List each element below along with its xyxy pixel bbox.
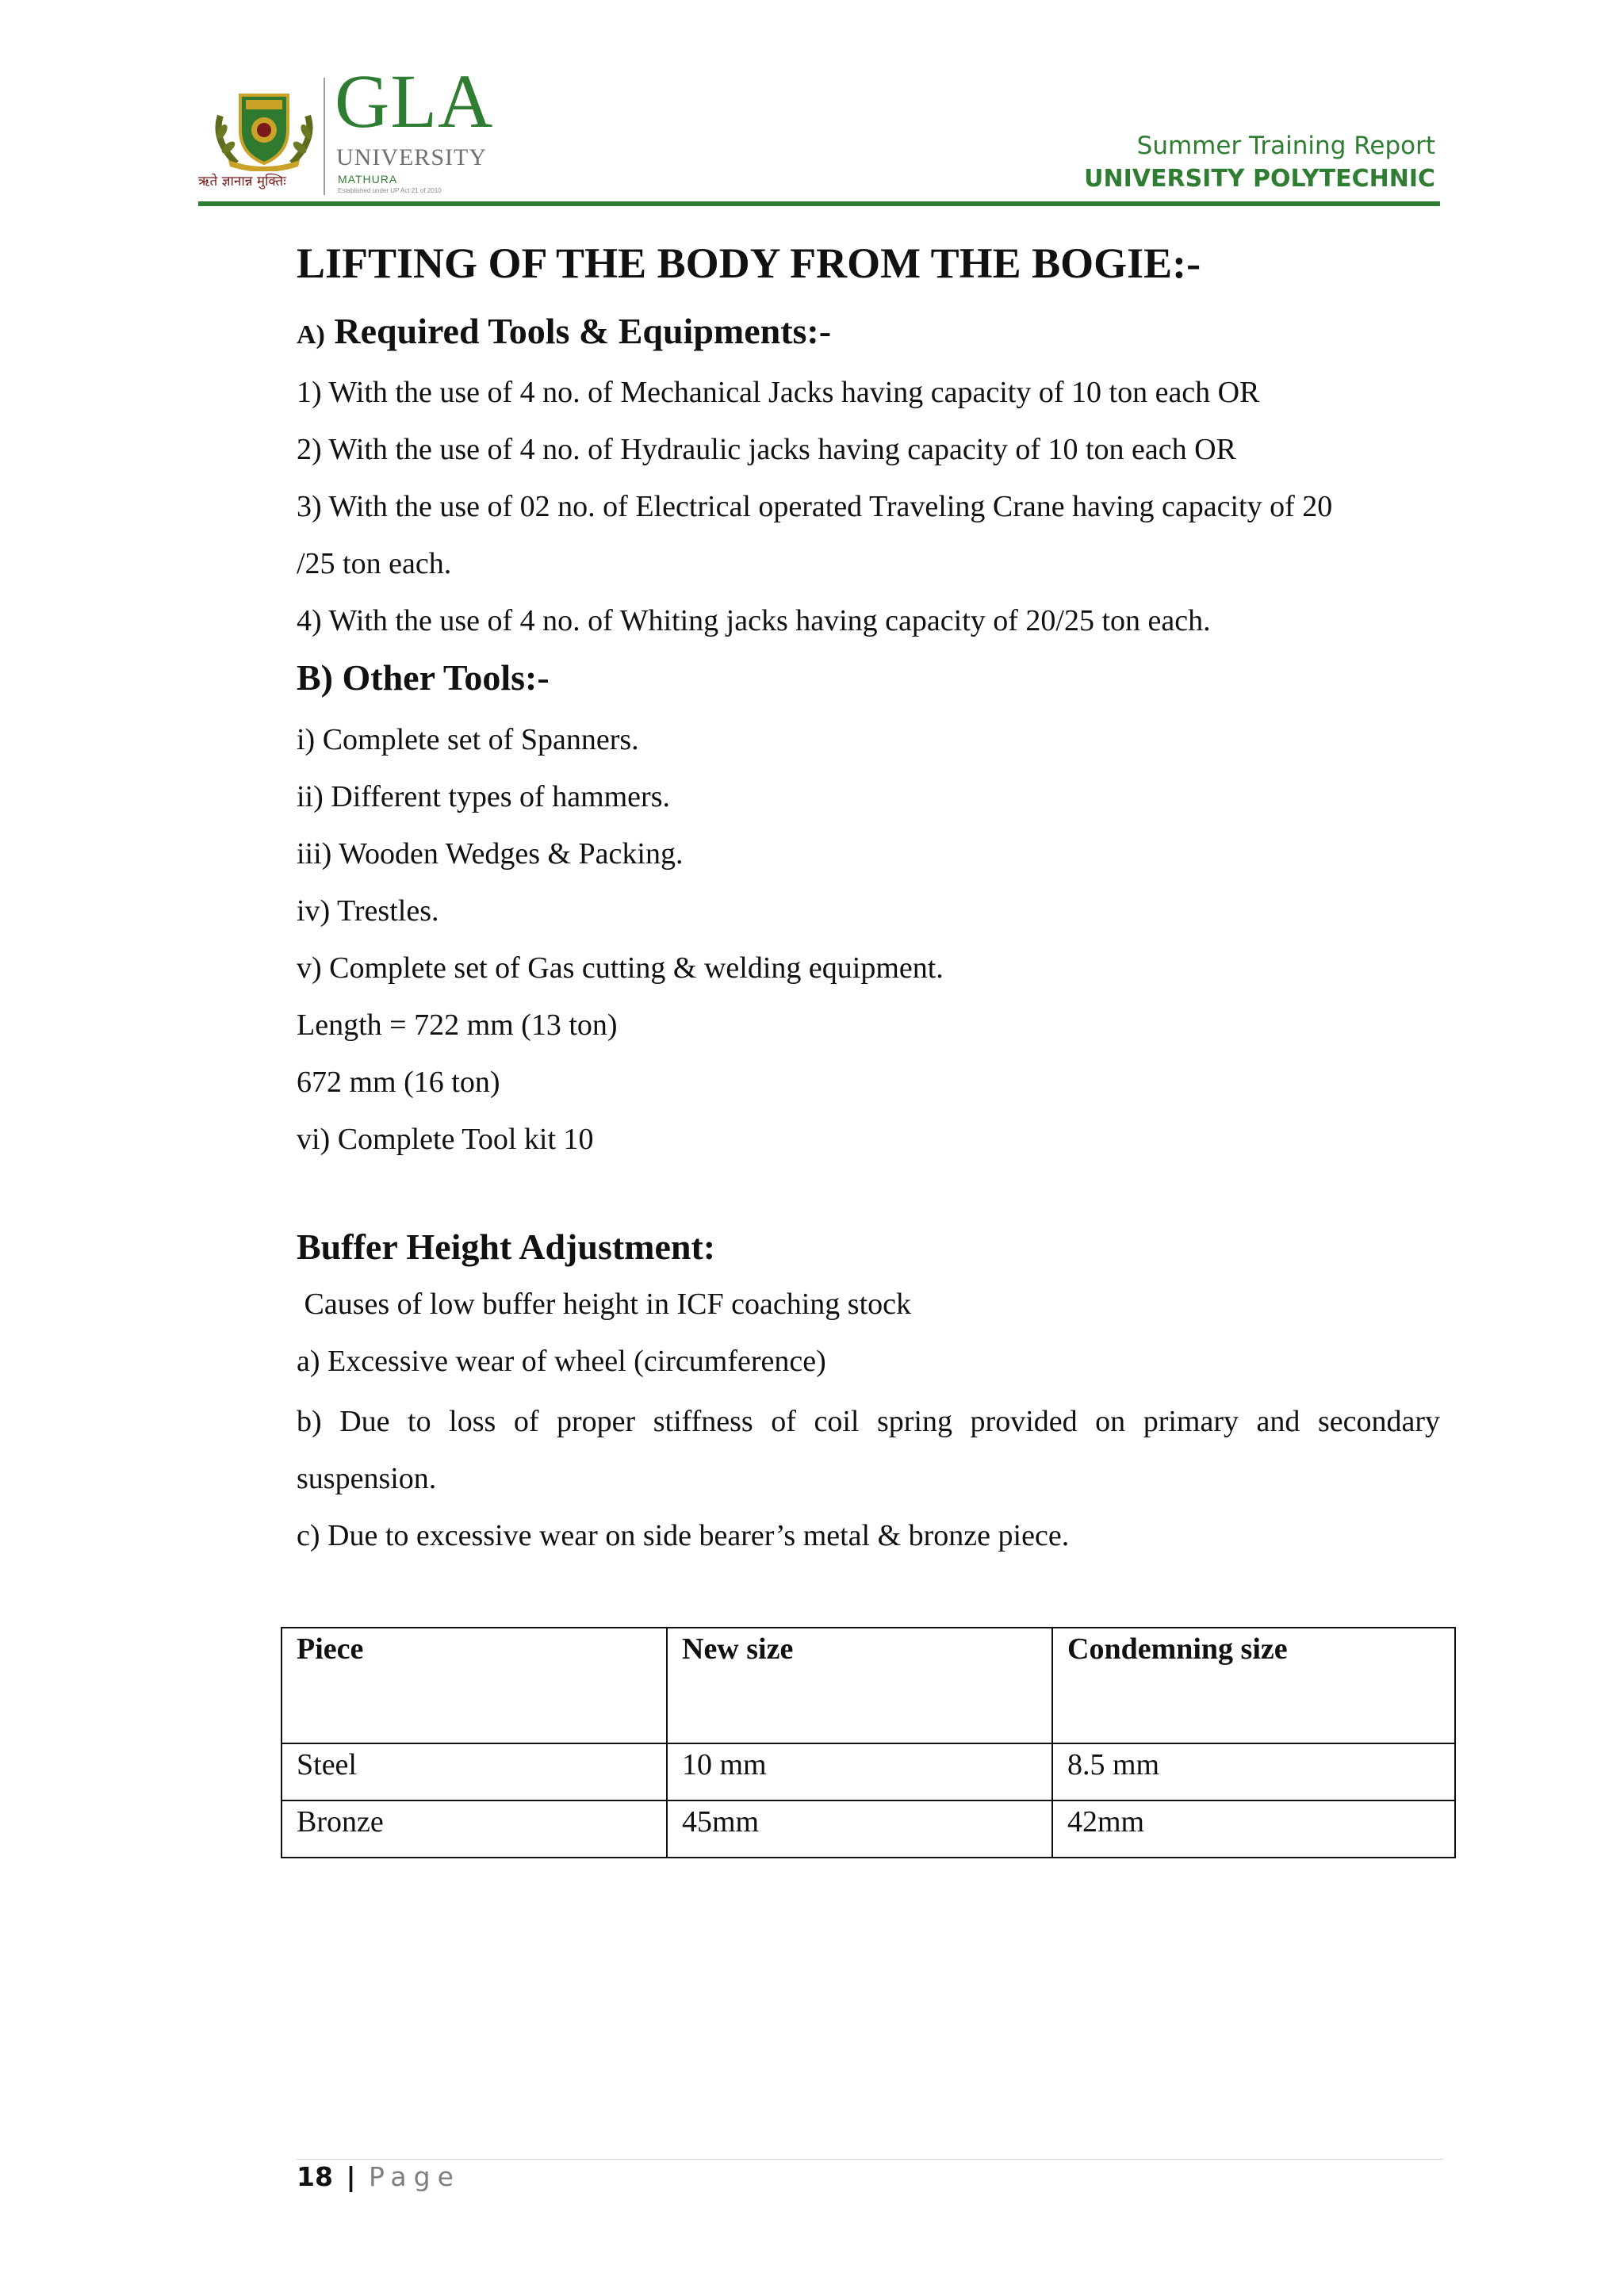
table-cell: 10 mm <box>667 1743 1052 1800</box>
table-cell: 45mm <box>667 1800 1052 1858</box>
logo-city: MATHURA <box>338 173 398 186</box>
logo-university: UNIVERSITY <box>336 144 487 170</box>
table-header-cell: New size <box>667 1628 1052 1743</box>
table-cell: Bronze <box>282 1800 667 1858</box>
section-b-heading: B) Other Tools:- <box>297 657 550 698</box>
list-item: v) Complete set of Gas cutting & welding equipment. <box>297 951 944 985</box>
footer-divider <box>297 2159 1443 2160</box>
list-item: 4) With the use of 4 no. of Whiting jacks having capacity of 20/25 ton each. <box>297 604 1211 637</box>
list-item: vi) Complete Tool kit 10 <box>297 1123 594 1156</box>
table-cell: 8.5 mm <box>1052 1743 1455 1800</box>
list-item: iii) Wooden Wedges & Packing. <box>297 837 684 871</box>
list-item: Length = 722 mm (13 ton) <box>297 1008 618 1042</box>
size-table <box>281 1627 1456 1858</box>
report-subtitle: UNIVERSITY POLYTECHNIC <box>1084 165 1435 193</box>
list-item: c) Due to excessive wear on side bearer’s metal & bronze piece. <box>297 1519 1070 1552</box>
table-row <box>282 1800 1455 1858</box>
list-item: a) Excessive wear of wheel (circumference) <box>297 1345 826 1378</box>
logo-wordmark: GLA <box>335 59 494 144</box>
footer-separator: | <box>346 2161 356 2192</box>
section-a-heading <box>297 303 1440 364</box>
page-content <box>297 232 1440 1564</box>
table-header-cell: Piece <box>282 1628 667 1743</box>
header-divider <box>198 201 1440 206</box>
table-cell: Steel <box>282 1743 667 1800</box>
logo-divider <box>324 78 325 195</box>
logo-established: Established under UP Act 21 of 2010 <box>338 187 442 194</box>
section-a-title: Required Tools & Equipments:- <box>334 311 832 351</box>
page-header <box>198 59 1440 203</box>
list-item: b) Due to loss of proper stiffness of coil spring provided on primary and secondary <box>297 1405 1440 1438</box>
list-item: ii) Different types of hammers. <box>297 780 670 813</box>
list-item: suspension. <box>297 1462 437 1495</box>
list-item: 2) With the use of 4 no. of Hydraulic jacks having capacity of 10 ton each OR <box>297 433 1236 466</box>
list-item: 672 mm (16 ton) <box>297 1066 500 1099</box>
section-a-prefix: A) <box>297 320 325 350</box>
page-label: Page <box>369 2161 461 2192</box>
crest-emblem-icon <box>205 84 324 171</box>
buffer-heading: Buffer Height Adjustment: <box>297 1226 716 1267</box>
table-header-cell: Condemning size <box>1052 1628 1455 1743</box>
table-header-row <box>282 1628 1455 1743</box>
table-row <box>282 1743 1455 1800</box>
table-cell: 42mm <box>1052 1800 1455 1858</box>
list-item: 1) With the use of 4 no. of Mechanical Jacks having capacity of 10 ton each OR <box>297 376 1260 409</box>
page-footer <box>297 2161 461 2192</box>
report-title: Summer Training Report <box>1136 132 1435 160</box>
university-logo <box>198 59 500 197</box>
list-item: 3) With the use of 02 no. of Electrical operated Traveling Crane having capacity of 20 <box>297 490 1333 523</box>
buffer-intro: Causes of low buffer height in ICF coaching stock <box>297 1288 911 1321</box>
page-number: 18 <box>297 2161 333 2192</box>
logo-motto: ऋते ज्ञानान्न मुक्तिः <box>198 174 286 189</box>
page-heading: LIFTING OF THE BODY FROM THE BOGIE:- <box>297 239 1201 287</box>
list-item: i) Complete set of Spanners. <box>297 723 639 756</box>
list-item: iv) Trestles. <box>297 894 439 928</box>
list-item: /25 ton each. <box>297 547 452 580</box>
